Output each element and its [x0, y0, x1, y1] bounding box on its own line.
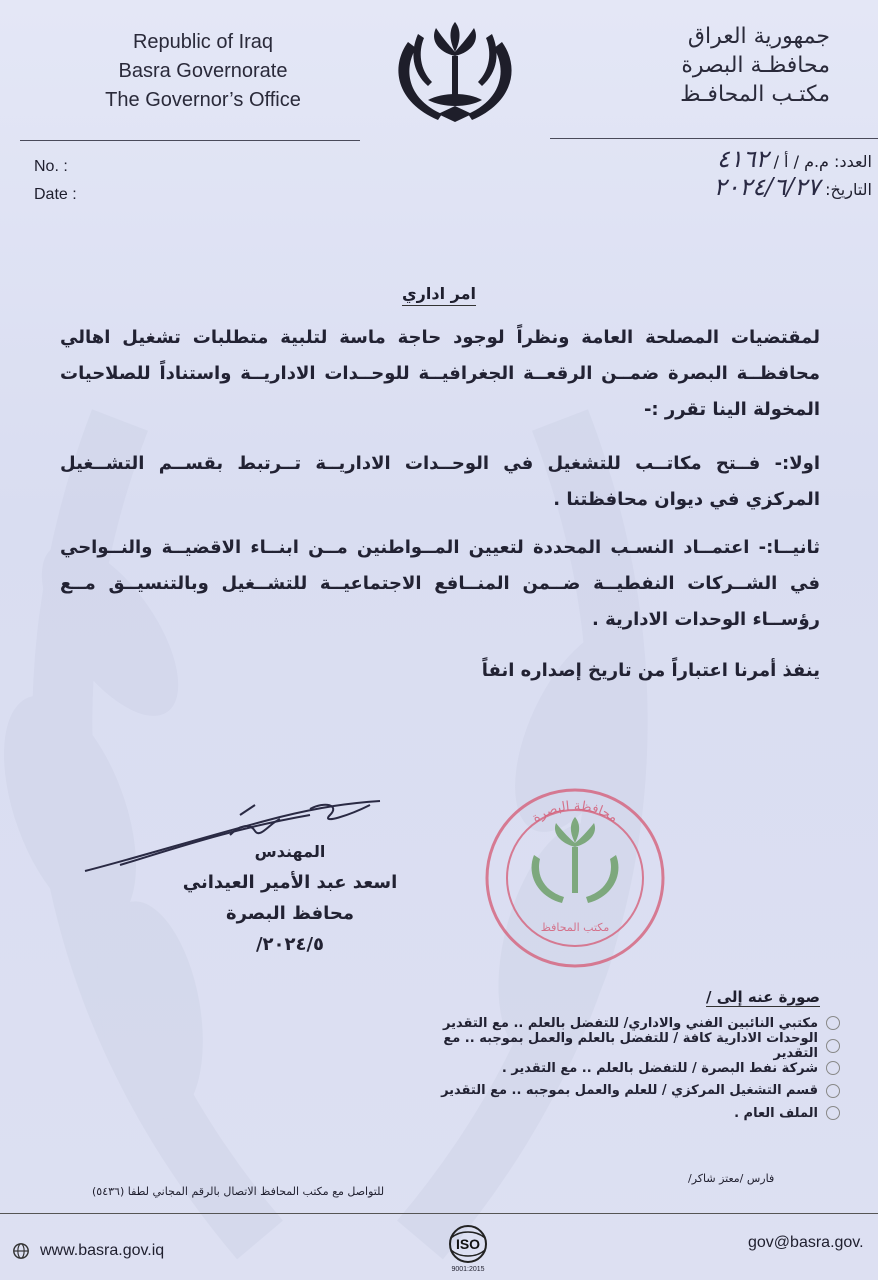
header-divider-right: [550, 138, 878, 139]
website-text: www.basra.gov.iq: [40, 1242, 165, 1259]
bullet-icon: [826, 1039, 840, 1053]
copies-title-text: صورة عنه إلى /: [706, 988, 820, 1006]
copy-recipient: الوحدات الادارية كافة / للتفضل بالعلم والعمل بموجبه .. مع التقدير: [443, 1030, 818, 1061]
governorate-logo-icon: [388, 22, 522, 126]
iso-label: ISO: [455, 1236, 481, 1252]
iso-badge: [440, 1224, 496, 1280]
document-title-text: امر اداري: [402, 284, 476, 306]
list-item: [400, 1030, 840, 1061]
signer-role: المهندس: [254, 842, 326, 861]
copy-recipient: الملف العام .: [734, 1105, 818, 1121]
header-country: Republic of Iraq: [132, 31, 274, 53]
stamp-bottom-text: مكتب المحافظ: [540, 921, 610, 934]
execution-order: ينفذ أمرنا اعتباراً من تاريخ إصداره انفاً: [481, 660, 820, 681]
item-first: اولا:- فــتح مكاتــب للتشغيل في الوحــدات الاداريــة تــرتبط بقســم التشــغيل المركزي في ديوان محافظتنا .: [60, 453, 820, 510]
header-divider-left: [20, 140, 360, 141]
header-ar-country: جمهورية العراق: [687, 24, 830, 49]
signature-date: ٢٠٢٤/٥/: [255, 934, 325, 955]
copies-list: [400, 1012, 840, 1125]
arabic-date: [714, 173, 872, 201]
arabic-date-label: التاريخ:: [825, 180, 872, 199]
preamble-paragraph: لمقتضيات المصلحة العامة ونظراً لوجود حاجة ماسة لتلبية متطلبات تشغيل اهالي محافظــة البصرة ضمــن الرقعــة الجغرافيــة للوحــدات الاداريــة واستناداً للصلاحيات المخولة الينا تقرر :-: [60, 327, 820, 420]
bullet-icon: [826, 1061, 840, 1075]
header-office: The Governor’s Office: [105, 89, 301, 111]
header-ar-governorate: محافظـة البصرة: [681, 53, 830, 78]
bullet-icon: [826, 1106, 840, 1120]
typist-initials: فارس /معتز شاكر/: [688, 1172, 775, 1185]
arabic-number: [717, 145, 872, 173]
signer-position: محافظ البصرة: [225, 903, 355, 924]
date-label: Date :: [34, 186, 77, 203]
website-link[interactable]: [12, 1242, 164, 1260]
contact-note: للتواصل مع مكتب المحافظ الاتصال بالرقم المجاني لطفا (٥٤٣٦): [92, 1185, 385, 1198]
bullet-icon: [826, 1084, 840, 1098]
document-title: [0, 284, 878, 303]
copy-recipient: مكتبي النائبين الفني والاداري/ للتفضل بالعلم .. مع التقدير: [443, 1015, 818, 1031]
item-second: ثانيــا:- اعتمــاد النسـب المحددة لتعيين المــواطنين مــن ابنــاء الاقضيــة والنــواحي في الشــركات النفطيــة ضــمن المنــافع الاجتماعيــة للتشــغيل وبالتنسيــق مــع رؤســاء الوحدات الادارية .: [60, 537, 820, 630]
iso-number: 9001:2015: [451, 1266, 485, 1273]
english-header: [78, 28, 328, 115]
copy-recipient: قسم التشغيل المركزي / للعلم والعمل بموجبه .. مع التقدير: [441, 1083, 818, 1099]
arabic-date-value: ٢٠٢٤/٦/٢٧: [713, 173, 820, 201]
signature-block: [170, 836, 410, 960]
header-ar-office: مكتـب المحافـظ: [680, 82, 830, 107]
list-item: [400, 1102, 840, 1125]
header-governorate: Basra Governorate: [118, 60, 288, 82]
bullet-icon: [826, 1016, 840, 1030]
arabic-number-value: ٤١٦٢: [716, 145, 769, 173]
stamp-top-text: محافظة البصرة: [529, 798, 621, 826]
copies-title: [706, 988, 820, 1006]
globe-icon: [12, 1242, 30, 1260]
signer-name: اسعد عبد الأمير العيداني: [182, 872, 398, 893]
email-link[interactable]: gov@basra.gov.: [748, 1234, 864, 1251]
arabic-number-label: العدد: م.م / أ /: [773, 152, 872, 171]
list-item: [400, 1080, 840, 1103]
official-stamp: [482, 785, 668, 971]
copy-recipient: شركة نفط البصرة / للتفضل بالعلم .. مع التقدير .: [501, 1060, 818, 1076]
iso-logo-icon: [445, 1224, 491, 1264]
number-label: No. :: [34, 158, 68, 175]
arabic-header: [570, 22, 830, 109]
footer-divider: [0, 1213, 878, 1214]
